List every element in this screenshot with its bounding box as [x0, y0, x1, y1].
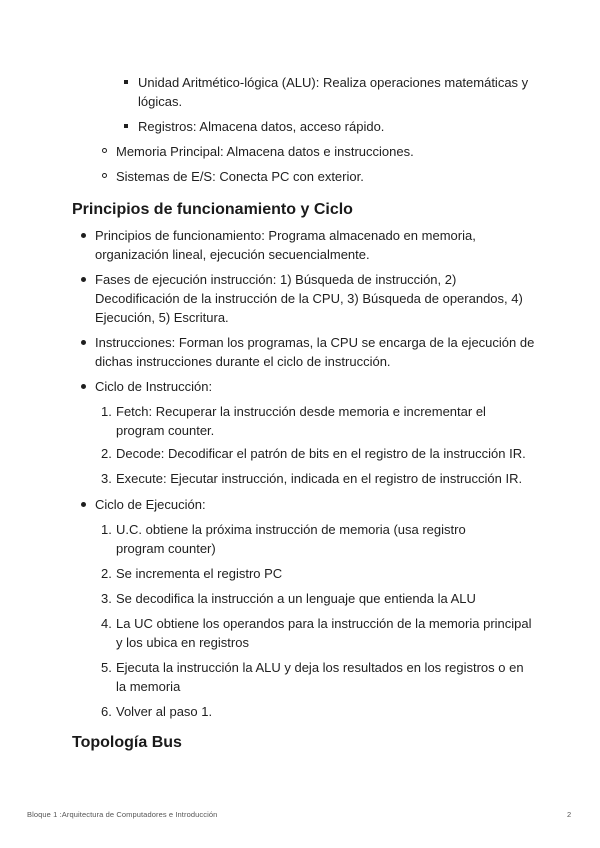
list-item [116, 520, 516, 558]
section-heading: Principios de funcionamiento y Ciclo [72, 201, 353, 218]
square-bullet-icon [124, 124, 128, 128]
list-number: 6. [101, 704, 112, 719]
bullet-icon [81, 384, 86, 389]
list-item [116, 167, 536, 186]
list-item [95, 226, 515, 264]
page-number: 2 [567, 810, 572, 819]
list-number: 2. [101, 566, 112, 581]
circle-bullet-icon [102, 148, 107, 153]
list-item [95, 270, 535, 327]
list-item-text: Se decodifica la instrucción a un lenguaje que entienda la ALU [116, 591, 476, 606]
list-item-text: Ejecuta la instrucción la ALU y deja los resultados en los registros o en la memoria [116, 660, 524, 694]
list-number: 3. [101, 591, 112, 606]
list-item-text: Execute: Ejecutar instrucción, indicada en el registro de instrucción IR. [116, 471, 523, 486]
list-item [95, 333, 535, 371]
circle-bullet-icon [102, 173, 107, 178]
list-item [116, 402, 516, 440]
square-bullet-icon [124, 80, 128, 84]
list-item-text: Ciclo de Instrucción: [95, 379, 213, 394]
list-item-text: La UC obtiene los operandos para la instrucción de la memoria principal y los ubica en registros [116, 616, 532, 650]
list-item-text: Decode: Decodificar el patrón de bits en el registro de la instrucción IR. [116, 446, 526, 461]
page-footer: Bloque 1 :Arquitectura de Computadores e Introducción [27, 810, 218, 819]
section-heading: Topología Bus [72, 734, 182, 751]
list-item-text: Ciclo de Ejecución: [95, 497, 206, 512]
list-item [116, 564, 536, 583]
list-item [138, 73, 538, 111]
list-item [95, 495, 515, 514]
list-item [116, 614, 536, 652]
list-number: 4. [101, 616, 112, 631]
bullet-icon [81, 502, 86, 507]
list-number: 1. [101, 522, 112, 537]
list-item [116, 142, 536, 161]
bullet-icon [81, 340, 86, 345]
bullet-icon [81, 233, 86, 238]
list-item-text: Se incrementa el registro PC [116, 566, 283, 581]
list-item-text: Unidad Aritmético-lógica (ALU): Realiza operaciones matemáticas y lógicas. [138, 75, 529, 109]
list-item [138, 117, 538, 136]
list-item [116, 658, 536, 696]
list-item-text: Fetch: Recuperar la instrucción desde memoria e incrementar el program counter. [116, 404, 486, 438]
list-item [116, 469, 546, 488]
list-item [116, 444, 546, 463]
list-item-text: Instrucciones: Forman los programas, la CPU se encarga de la ejecución de dichas instrucciones durante el ciclo de instrucción. [95, 335, 535, 369]
list-item-text: Volver al paso 1. [116, 704, 213, 719]
bullet-icon [81, 277, 86, 282]
list-item-text: Principios de funcionamiento: Programa almacenado en memoria, organización lineal, ejecución secuencialmente. [95, 228, 476, 262]
list-number: 1. [101, 404, 112, 419]
list-item [116, 702, 536, 721]
list-number: 3. [101, 471, 112, 486]
list-number: 2. [101, 446, 112, 461]
list-item-text: Memoria Principal: Almacena datos e instrucciones. [116, 144, 414, 159]
list-item-text: Fases de ejecución instrucción: 1) Búsqueda de instrucción, 2) Decodificación de la instrucción de la CPU, 3) Búsqueda de operandos, 4) Ejecución, 5) Escritura. [95, 272, 523, 325]
list-item [116, 589, 536, 608]
list-item-text: Registros: Almacena datos, acceso rápido. [138, 119, 385, 134]
list-number: 5. [101, 660, 112, 675]
list-item-text: Sistemas de E/S: Conecta PC con exterior. [116, 169, 364, 184]
list-item-text: U.C. obtiene la próxima instrucción de memoria (usa registro program counter) [116, 522, 466, 556]
list-item [95, 377, 515, 396]
